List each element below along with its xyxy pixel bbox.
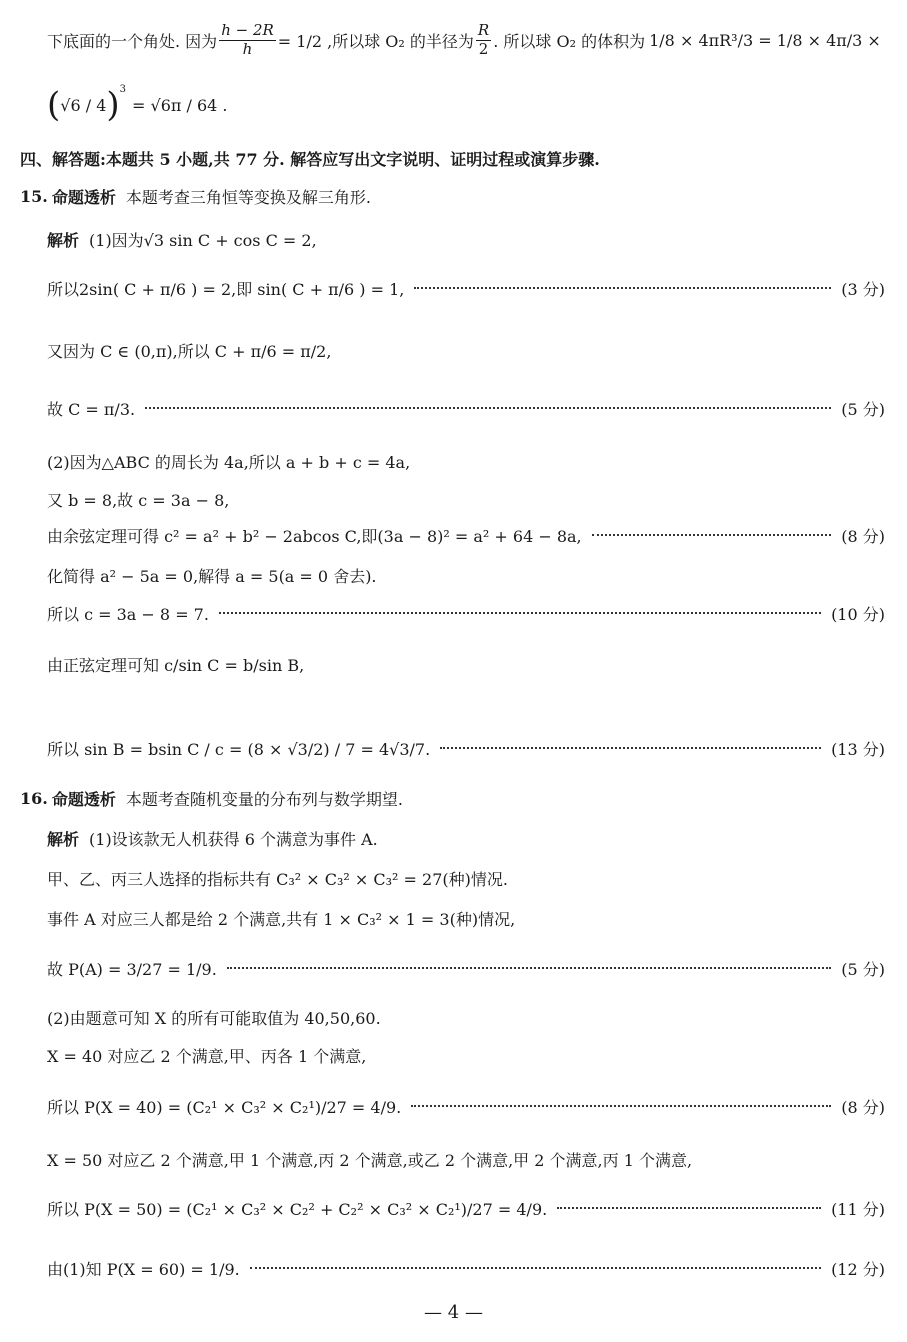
fraction-h: $\frac{h - 2R}{h}$: [221, 21, 274, 58]
score-badge: (13 分): [831, 739, 885, 759]
leader-dots: [592, 534, 832, 536]
leader-dots: [145, 407, 831, 409]
q16-line-10: 由(1)知 P(X = 60) = 1/9. (12 分): [47, 1248, 885, 1288]
q16-line-9: 所以 P(X = 50) = (C₂¹ × C₃² × C₂² + C₂² × C₃² × C₂¹)/27 = 4/9. (11 分): [47, 1186, 885, 1230]
top-eq-half: = 1/2 ,所以球 O₂ 的半径为: [277, 31, 474, 51]
score-badge: (11 分): [831, 1199, 885, 1219]
leader-dots: [440, 747, 821, 749]
page-number: — 4 —: [424, 1302, 483, 1323]
score-badge: (8 分): [841, 1097, 885, 1117]
q15-line-6: 又 b = 8,故 c = 3a − 8,: [47, 490, 230, 510]
q15-line-9: 所以 c = 3a − 8 = 7. (10 分): [47, 600, 885, 626]
leader-dots: [250, 1267, 821, 1269]
q16-line-5: (2)由题意可知 X 的所有可能取值为 40,50,60.: [47, 1008, 381, 1028]
q16-line-6: X = 40 对应乙 2 个满意,甲、丙各 1 个满意,: [47, 1046, 367, 1066]
top-volume-expr: 1/8 × 4πR³/3 = 1/8 × 4π/3 ×: [649, 30, 881, 50]
q15-line-2: 所以2sin( C + π/6 ) = 2,即 sin( C + π/6 ) = 1, (3 分): [47, 268, 885, 308]
score-badge: (5 分): [841, 959, 885, 979]
q15-jiexi-label: 解析: [47, 230, 80, 250]
q15-header: [20, 184, 885, 208]
q16-jiexi-label: 解析: [47, 829, 80, 849]
top-line: [47, 20, 885, 60]
q15-line-7: 由余弦定理可得 c² = a² + b² − 2abcos C,即(3a − 8)² = a² + 64 − 8a, (8 分): [47, 522, 885, 548]
fraction-r: $\frac{R}{2}$: [477, 21, 490, 58]
q16-label: 命题透析: [51, 789, 116, 809]
cont-exp: 3: [119, 84, 127, 95]
leader-dots: [219, 612, 821, 614]
q16-line-8: X = 50 对应乙 2 个满意,甲 1 个满意,丙 2 个满意,或乙 2 个满意,甲 2 个满意,丙 1 个满意,: [47, 1150, 693, 1170]
leader-dots: [227, 967, 831, 969]
q16-line-1: 解析 (1)设该款无人机获得 6 个满意为事件 A.: [47, 825, 885, 851]
q15-line-5: (2)因为△ABC 的周长为 4a,所以 a + b + c = 4a,: [47, 452, 411, 472]
q16-number: 16.: [20, 788, 48, 808]
q16-topic: 本题考查随机变量的分布列与数学期望.: [125, 789, 403, 809]
q16-line-7: 所以 P(X = 40) = (C₂¹ × C₃² × C₂¹)/27 = 4/9. (8 分): [47, 1084, 885, 1128]
q16-header: [20, 786, 885, 810]
q15-topic: 本题考查三角恒等变换及解三角形.: [125, 187, 371, 207]
continuation-line: ( √6 / 4 ) $^3$ = √6π / 64 .: [47, 84, 228, 125]
q15-line-11: 所以 sin B = bsin C / c = (8 × √3/2) / 7 = 4√3/7. (13 分): [47, 720, 885, 776]
q15-line-8: 化简得 a² − 5a = 0,解得 a = 5(a = 0 舍去).: [47, 566, 377, 586]
score-badge: (5 分): [841, 399, 885, 419]
score-badge: (3 分): [841, 279, 885, 299]
q15-label: 命题透析: [51, 187, 116, 207]
score-badge: (8 分): [841, 526, 885, 546]
top-text-a: 下底面的一个角处. 因为: [47, 31, 218, 51]
q15-line-10: 由正弦定理可知 c/sin C = b/sin B,: [47, 655, 305, 675]
leader-dots: [414, 287, 831, 289]
q15-line-4: 故 C = π/3. (5 分): [47, 388, 885, 428]
q16-line-3: 事件 A 对应三人都是给 2 个满意,共有 1 × C₃² × 1 = 3(种)情况,: [47, 909, 516, 929]
leader-dots: [557, 1207, 821, 1209]
q15-number: 15.: [20, 186, 48, 206]
score-badge: (12 分): [831, 1259, 885, 1279]
q15-line-3: 又因为 C ∈ (0,π),所以 C + π/6 = π/2,: [47, 341, 332, 361]
q16-line-2: 甲、乙、丙三人选择的指标共有 C₃² × C₃² × C₃² = 27(种)情况.: [47, 869, 508, 889]
leader-dots: [411, 1105, 831, 1107]
section-4-heading: 四、解答题:本题共 5 小题,共 77 分. 解答应写出文字说明、证明过程或演算步骤.: [20, 149, 600, 169]
cont-result: = √6π / 64 .: [132, 95, 228, 115]
q16-line-4: 故 P(A) = 3/27 = 1/9. (5 分): [47, 948, 885, 988]
top-text-b: . 所以球 O₂ 的体积为: [493, 31, 646, 51]
cont-base: √6 / 4: [60, 95, 107, 115]
q15-line-1: 解析 (1)因为√3 sin C + cos C = 2,: [47, 226, 885, 252]
score-badge: (10 分): [831, 604, 885, 624]
